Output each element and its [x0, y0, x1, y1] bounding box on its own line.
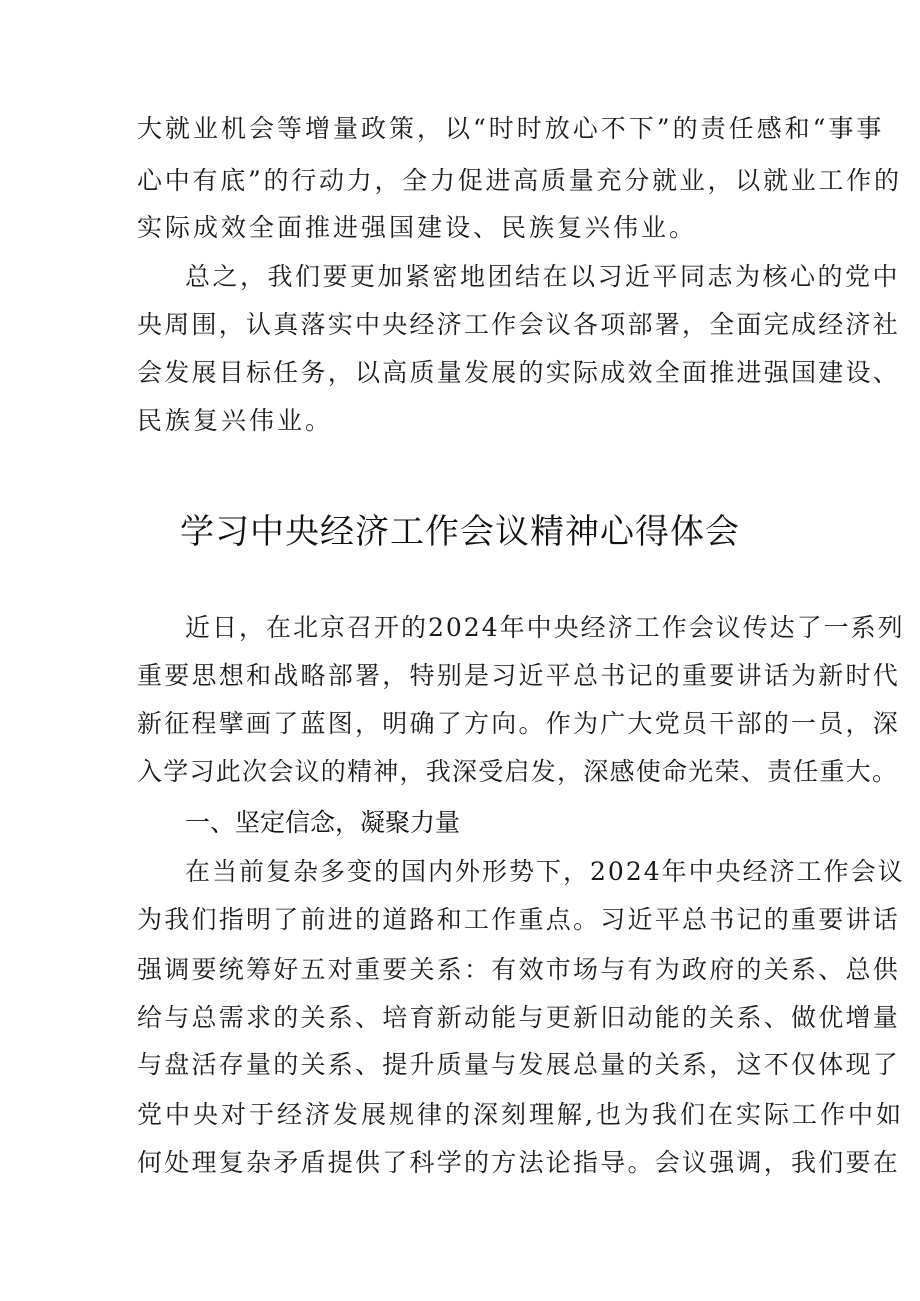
article-title: 学习中央经济工作会议精神心得体会 [180, 512, 740, 552]
text-line: 总之，我们要更加紧密地团结在以习近平同志为核心的党中 [185, 262, 901, 291]
text-line: 给与总需求的关系、培育新动能与更新旧动能的关系、做优增量 [137, 1003, 901, 1032]
section-heading: 一、坚定信念，凝聚力量 [185, 808, 461, 837]
text-line: 新征程擘画了蓝图，明确了方向。作为广大党员干部的一员，深 [137, 709, 901, 738]
text-line: 入学习此次会议的精神，我深受启发，深感使命光荣、责任重大。 [137, 757, 899, 786]
text-line: 党中央对于经济发展规律的深刻理解,也为我们在实际工作中如 [137, 1100, 904, 1129]
text-line: 重要思想和战略部署，特别是习近平总书记的重要讲话为新时代 [137, 661, 901, 690]
text-line: 强调要统筹好五对重要关系：有效市场与有为政府的关系、总供 [137, 955, 901, 984]
text-line: 近日，在北京召开的2024年中央经济工作会议传达了一系列 [185, 613, 905, 642]
text-line: 大就业机会等增量政策，以“时时放心不下”的责任感和“事事 [137, 114, 885, 143]
text-line: 会发展目标任务，以高质量发展的实际成效全面推进强国建设、 [137, 358, 901, 387]
text-line: 何处理复杂矛盾提供了科学的方法论指导。会议强调，我们要在 [137, 1148, 901, 1177]
text-line: 与盘活存量的关系、提升质量与发展总量的关系，这不仅体现了 [137, 1050, 901, 1079]
text-line: 在当前复杂多变的国内外形势下，2024年中央经济工作会议 [185, 857, 905, 886]
text-line: 民族复兴伟业。 [137, 406, 334, 435]
text-line: 实际成效全面推进强国建设、民族复兴伟业。 [137, 213, 698, 242]
text-line: 央周围，认真落实中央经济工作会议各项部署，全面完成经济社 [137, 310, 901, 339]
text-line: 心中有底”的行动力，全力促进高质量充分就业，以就业工作的 [137, 166, 902, 195]
text-line: 为我们指明了前进的道路和工作重点。习近平总书记的重要讲话 [137, 905, 901, 934]
